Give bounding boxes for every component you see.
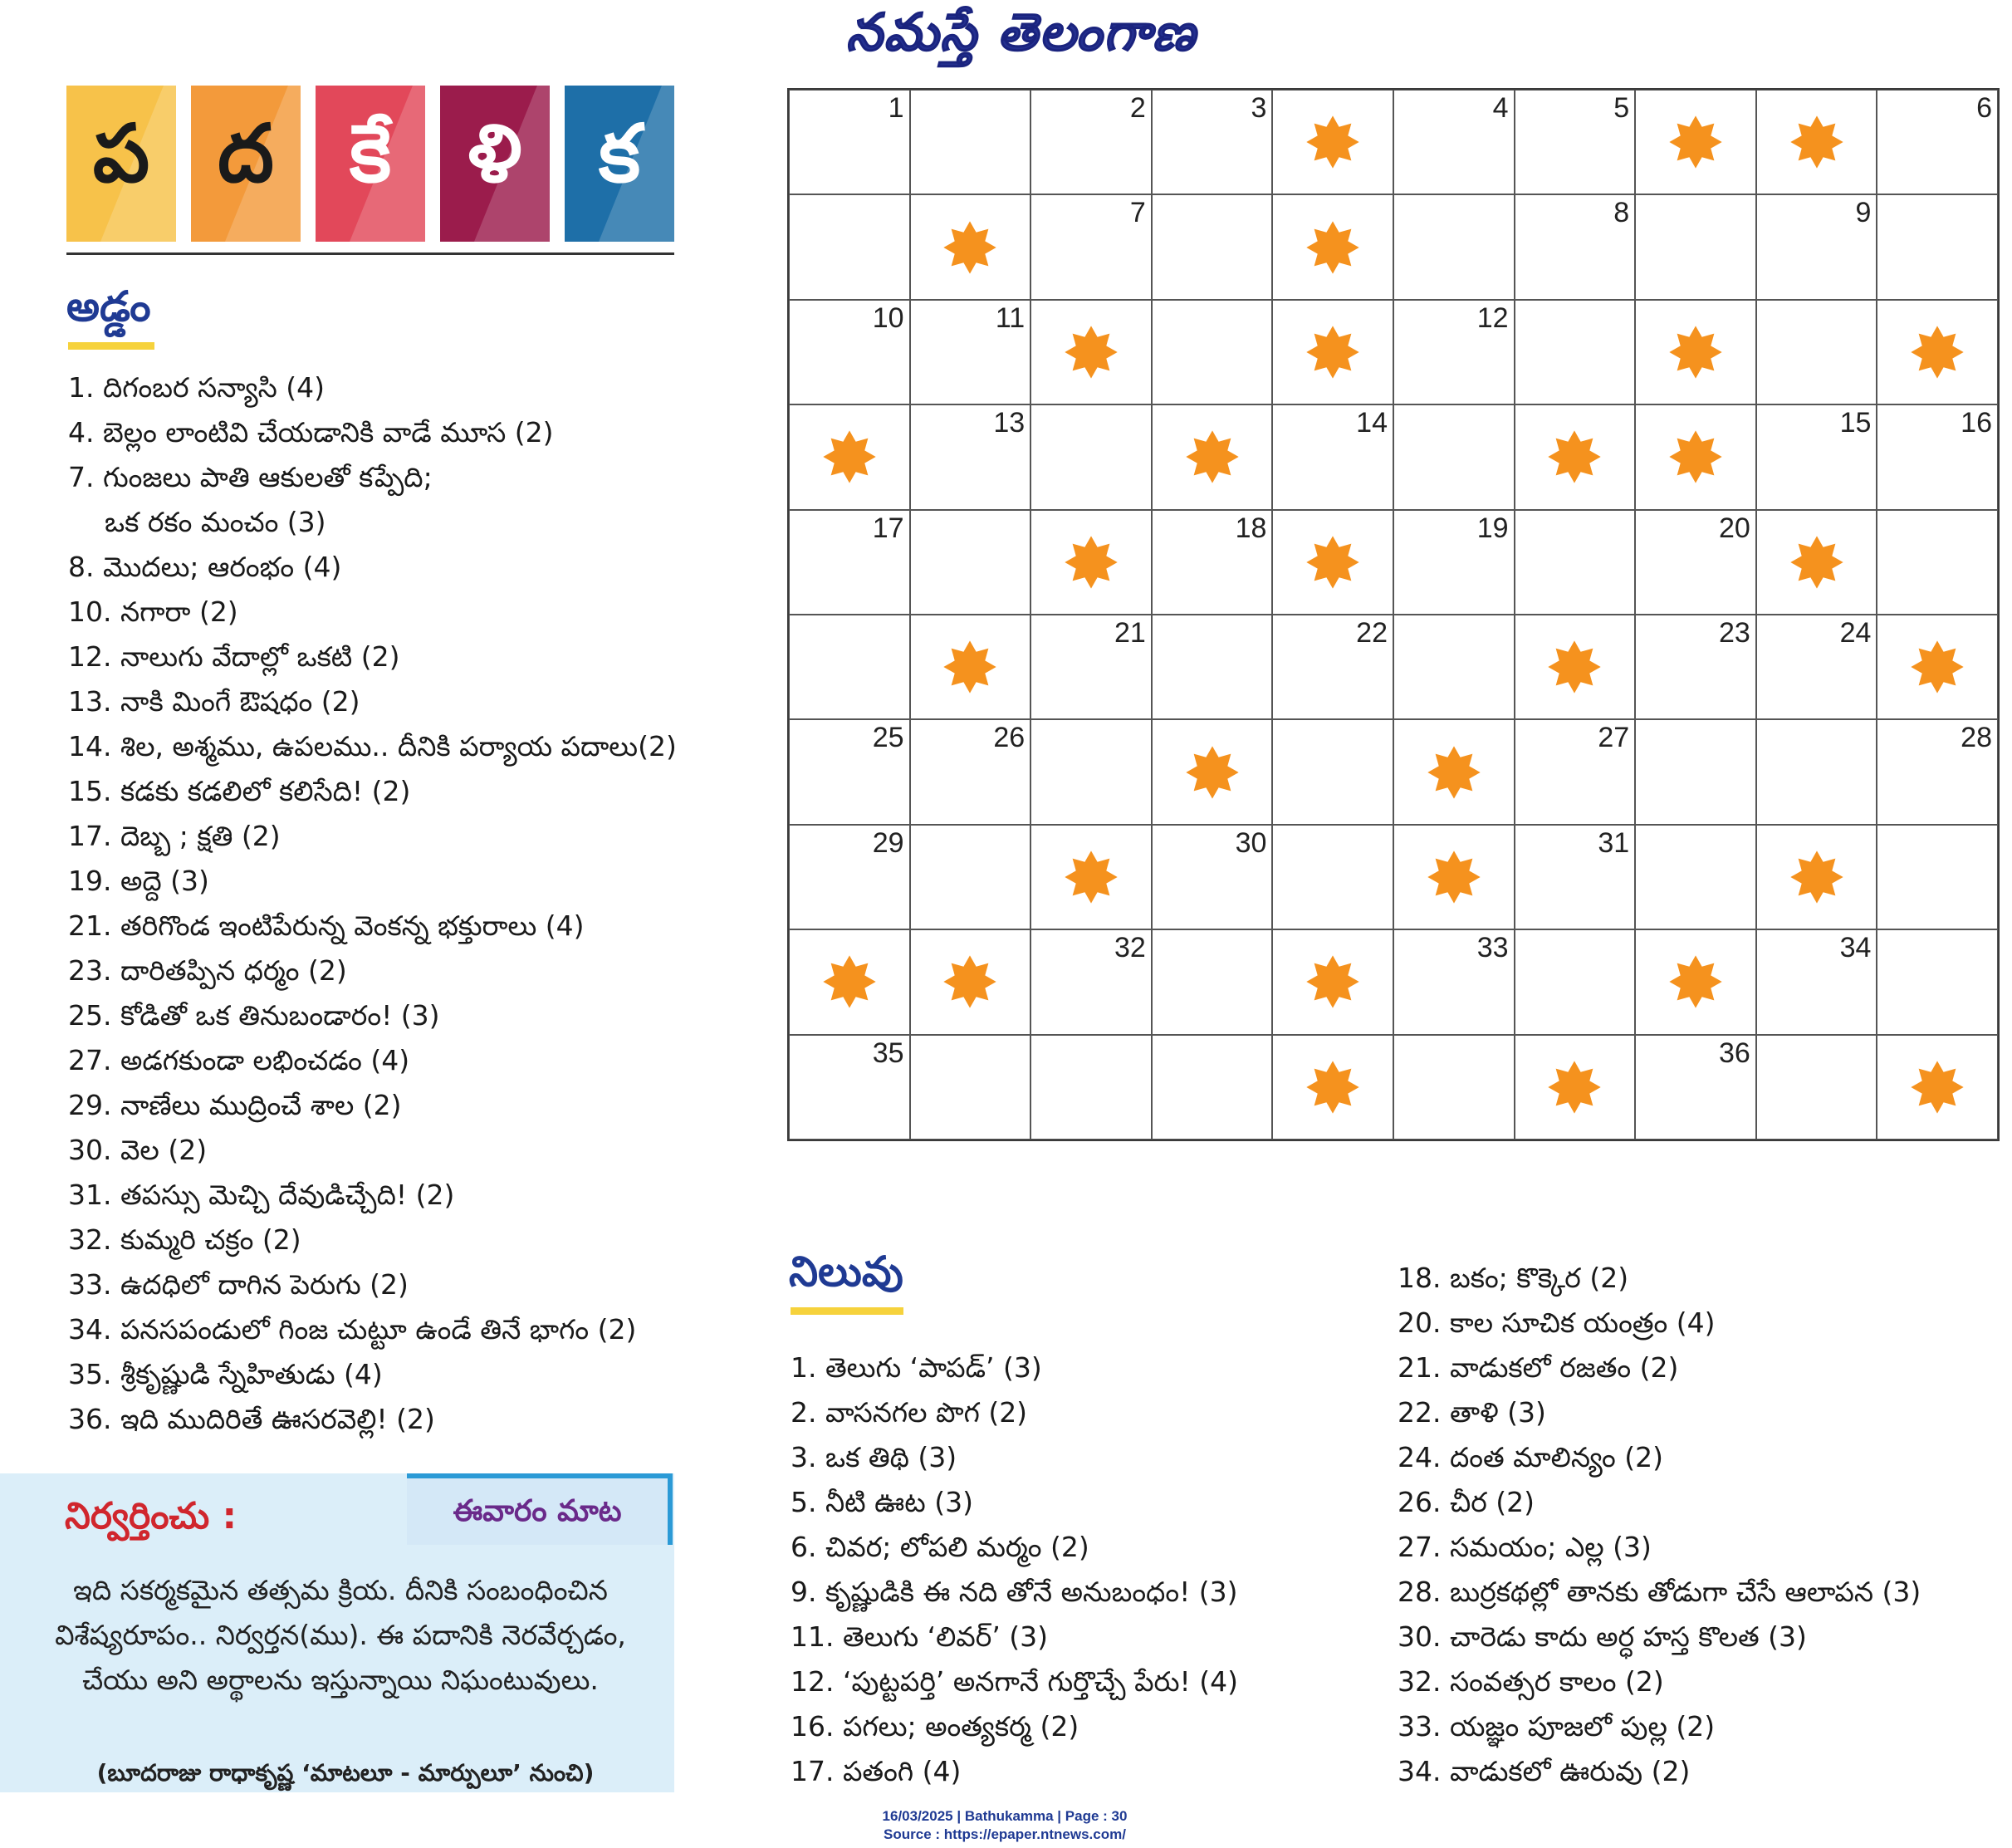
cell-number: 1 xyxy=(888,92,904,124)
grid-cell xyxy=(1877,615,1998,719)
banner-tile-letter: ద xyxy=(218,107,274,200)
grid-cell xyxy=(1030,615,1152,719)
clue-item: 1. తెలుగు ‘పాపడ్’ (3) xyxy=(791,1351,1042,1384)
clue-item: 27. అడగకుండా లభించడం (4) xyxy=(68,1044,410,1076)
cell-number: 23 xyxy=(1718,617,1750,649)
down-heading-underline xyxy=(791,1307,903,1315)
grid-cell xyxy=(910,615,1031,719)
cell-number: 2 xyxy=(1129,92,1146,124)
word-of-week-body: ఇది సకర్మకమైన తత్సమ క్రియ. దీనికి సంబంధించిన విశేష్యరూపం.. నిర్వర్తన(ము). ఈ పదానికి నెరవేర్చడం, చేయు అని అర్థాలను ఇస్తున్నాయి నిఘంటువులు. xyxy=(55,1574,626,1696)
clue-item: 18. బకం; కొక్కెర (2) xyxy=(1398,1262,1629,1294)
cell-number: 29 xyxy=(872,826,904,859)
down-clue-list-col1 xyxy=(791,1346,1238,1794)
cell-number: 7 xyxy=(1129,197,1146,229)
across-clue-list xyxy=(68,365,677,1442)
banner-divider xyxy=(66,252,674,255)
clue-item: 12. నాలుగు వేదాల్లో ఒకటి (2) xyxy=(68,640,400,673)
down-clue-list-col2 xyxy=(1398,1256,1921,1794)
grid-cell xyxy=(1877,404,1998,509)
clue-item: 33. యజ్ఞం పూజలో పుల్ల (2) xyxy=(1398,1710,1716,1743)
grid-cell xyxy=(1756,404,1877,509)
clue-item: 2. వాసనగల పొగ (2) xyxy=(791,1396,1028,1429)
star-icon xyxy=(1910,325,1965,380)
grid-cell xyxy=(1272,719,1393,824)
grid-cell xyxy=(1756,719,1877,824)
grid-cell xyxy=(1515,615,1636,719)
clue-item: 30. చారెడు కాదు అర్ధ హస్త కొలత (3) xyxy=(1398,1620,1807,1653)
cell-number: 27 xyxy=(1598,722,1630,754)
grid-cell xyxy=(1393,510,1515,615)
down-heading: నిలువు xyxy=(789,1248,903,1296)
cell-number: 20 xyxy=(1718,512,1750,544)
star-icon xyxy=(1305,954,1360,1009)
grid-cell xyxy=(1272,300,1393,404)
grid-cell xyxy=(910,929,1031,1034)
clue-item: 30. వెల (2) xyxy=(68,1134,208,1166)
grid-cell xyxy=(1756,929,1877,1034)
clue-item: 17. దెబ్బ ; క్షతి (2) xyxy=(68,820,281,852)
cell-number: 12 xyxy=(1476,301,1509,334)
grid-cell xyxy=(1272,404,1393,509)
star-icon xyxy=(1064,535,1119,590)
grid-cell xyxy=(1152,300,1273,404)
grid-cell xyxy=(789,615,910,719)
grid-cell xyxy=(1756,825,1877,929)
grid-cell xyxy=(910,510,1031,615)
clue-item: 4. బెల్లం లాంటివి చేయడానికి వాడే మూస (2) xyxy=(68,416,554,449)
grid-cell xyxy=(1756,90,1877,194)
cell-number: 10 xyxy=(872,301,904,334)
star-icon xyxy=(1547,429,1602,484)
star-icon xyxy=(942,220,997,275)
clue-item: 24. దంత మాలిన్యం (2) xyxy=(1398,1441,1664,1473)
clue-item: 1. దిగంబర సన్యాసి (4) xyxy=(68,371,326,404)
clue-item: 28. బుర్రకథల్లో తానకు తోడుగా చేసే ఆలాపన (3) xyxy=(1398,1576,1921,1608)
grid-cell xyxy=(789,194,910,299)
grid-cell xyxy=(789,404,910,509)
grid-cell xyxy=(910,825,1031,929)
star-icon xyxy=(1305,1060,1360,1115)
cell-number: 11 xyxy=(995,301,1026,334)
grid-cell xyxy=(1756,1035,1877,1140)
clue-item: 20. కాల సూచిక యంత్రం (4) xyxy=(1398,1306,1716,1339)
star-icon xyxy=(1789,850,1844,904)
star-icon xyxy=(1305,535,1360,590)
clue-item: 26. చీర (2) xyxy=(1398,1486,1535,1518)
clue-item: 19. అద్దె (3) xyxy=(68,865,209,897)
banner-tile xyxy=(191,86,301,242)
cell-number: 36 xyxy=(1718,1037,1750,1069)
grid-cell xyxy=(1515,719,1636,824)
grid-cell xyxy=(1877,719,1998,824)
footer-source-line: Source : https://epaper.ntnews.com/ xyxy=(884,1826,1126,1842)
cell-number: 22 xyxy=(1356,617,1388,649)
grid-cell xyxy=(789,719,910,824)
across-heading-underline xyxy=(68,342,154,350)
cell-number: 15 xyxy=(1839,407,1872,439)
masthead-logo: నమస్తే తెలంగాణ xyxy=(845,2,1197,62)
grid-cell xyxy=(1152,510,1273,615)
cell-number: 9 xyxy=(1855,197,1872,229)
clue-item: 12. ‘పుట్టపర్తి’ అనగానే గుర్తొచ్చే పేరు! (4) xyxy=(791,1665,1238,1698)
grid-cell xyxy=(1756,615,1877,719)
clue-item: 5. నీటి ఊట (3) xyxy=(791,1486,973,1518)
star-icon xyxy=(1668,115,1723,169)
grid-cell xyxy=(1877,929,1998,1034)
clue-item: 14. శిల, అశ్మము, ఉపలము.. దీనికి పర్యాయ పదాలు(2) xyxy=(68,730,677,762)
grid-cell xyxy=(910,194,1031,299)
clue-item: 22. తాళి (3) xyxy=(1398,1396,1546,1429)
across-heading: అడ్డం xyxy=(66,282,151,331)
clue-item: 32. కుమ్మరి చక్రం (2) xyxy=(68,1223,301,1256)
grid-cell xyxy=(1272,615,1393,719)
grid-cell xyxy=(1030,510,1152,615)
star-icon xyxy=(1064,850,1119,904)
grid-cell xyxy=(1635,1035,1756,1140)
clue-item: 27. సమయం; ఎల్ల (3) xyxy=(1398,1531,1652,1563)
grid-cell xyxy=(1030,194,1152,299)
footer-date-line: 16/03/2025 | Bathukamma | Page : 30 xyxy=(882,1808,1128,1824)
grid-cell xyxy=(910,300,1031,404)
grid-cell xyxy=(1756,510,1877,615)
clue-item: 9. కృష్ణుడికి ఈ నది తోనే అనుబంధం! (3) xyxy=(791,1576,1238,1608)
cell-number: 18 xyxy=(1235,512,1267,544)
grid-cell xyxy=(1635,615,1756,719)
banner-tile-letter: ప xyxy=(92,107,150,200)
grid-cell xyxy=(1756,194,1877,299)
grid-cell xyxy=(1030,404,1152,509)
star-icon xyxy=(1668,429,1723,484)
star-icon xyxy=(1789,115,1844,169)
star-icon xyxy=(1305,325,1360,380)
grid-cell xyxy=(1030,719,1152,824)
grid-cell xyxy=(1877,1035,1998,1140)
grid-cell xyxy=(1393,194,1515,299)
word-of-week-source: (బూదరాజు రాధాకృష్ణ ‘మాటలూ - మార్పులూ’ నుంచి) xyxy=(96,1759,595,1787)
clue-item: 32. సంవత్సర కాలం (2) xyxy=(1398,1665,1664,1698)
clue-item: 7. గుంజలు పాతి ఆకులతో కప్పేది; xyxy=(68,461,433,493)
star-icon xyxy=(942,640,997,694)
grid-cell xyxy=(1877,825,1998,929)
grid-cell xyxy=(1272,1035,1393,1140)
grid-cell xyxy=(1030,300,1152,404)
cell-number: 16 xyxy=(1961,407,1992,439)
cell-number: 26 xyxy=(993,722,1026,754)
clue-item: 11. తెలుగు ‘లివర్’ (3) xyxy=(791,1620,1049,1653)
clue-item: 31. తపస్సు మెచ్చి దేవుడిచ్చేది! (2) xyxy=(68,1179,455,1211)
grid-cell xyxy=(1877,194,1998,299)
grid-cell xyxy=(1393,615,1515,719)
grid-cell xyxy=(1152,929,1273,1034)
grid-cell xyxy=(1515,194,1636,299)
grid-cell xyxy=(1030,90,1152,194)
cell-number: 28 xyxy=(1961,722,1992,754)
grid-cell xyxy=(1152,1035,1273,1140)
star-icon xyxy=(1305,220,1360,275)
clue-item: 35. శ్రీకృష్ణుడి స్నేహితుడు (4) xyxy=(68,1358,383,1390)
banner-tile-letter: కే xyxy=(349,107,392,200)
star-icon xyxy=(1185,745,1240,800)
grid-cell xyxy=(910,1035,1031,1140)
grid-cell xyxy=(1030,929,1152,1034)
grid-cell xyxy=(910,90,1031,194)
grid-cell xyxy=(1152,194,1273,299)
star-icon xyxy=(1064,325,1119,380)
cell-number: 32 xyxy=(1114,932,1146,964)
clue-item: 34. వాడుకలో ఊరువు (2) xyxy=(1398,1755,1691,1787)
star-icon xyxy=(1789,535,1844,590)
grid-cell xyxy=(789,1035,910,1140)
star-icon xyxy=(1427,745,1481,800)
grid-cell xyxy=(1756,300,1877,404)
grid-cell xyxy=(1393,404,1515,509)
clue-item: 3. ఒక తిథి (3) xyxy=(791,1441,957,1473)
clue-item: 6. చివర; లోపలి మర్మం (2) xyxy=(791,1531,1089,1563)
cell-number: 25 xyxy=(872,722,904,754)
star-icon xyxy=(1185,429,1240,484)
cell-number: 3 xyxy=(1251,92,1267,124)
grid-cell xyxy=(1393,929,1515,1034)
grid-cell xyxy=(1515,300,1636,404)
clue-item: 33. ఉదధిలో దాగిన పెరుగు (2) xyxy=(68,1268,409,1301)
star-icon xyxy=(1305,115,1360,169)
grid-cell xyxy=(910,404,1031,509)
grid-cell xyxy=(1152,404,1273,509)
grid-cell xyxy=(1635,929,1756,1034)
grid-cell xyxy=(1272,510,1393,615)
grid-cell xyxy=(910,719,1031,824)
grid-cell xyxy=(1515,825,1636,929)
star-icon xyxy=(1910,640,1965,694)
grid-cell xyxy=(1635,510,1756,615)
clue-item: 29. నాణేలు ముద్రించే శాల (2) xyxy=(68,1089,402,1121)
star-icon xyxy=(1547,640,1602,694)
banner-tile xyxy=(565,86,674,242)
grid-cell xyxy=(789,510,910,615)
banner-tile-letter: క xyxy=(598,107,641,200)
grid-cell xyxy=(1635,404,1756,509)
star-icon xyxy=(1427,850,1481,904)
word-of-week-tab: ఈవారం మాట xyxy=(407,1473,673,1545)
clue-item: ఒక రకం మంచం (3) xyxy=(105,506,326,538)
grid-cell xyxy=(1515,404,1636,509)
star-icon xyxy=(942,954,997,1009)
cell-number: 5 xyxy=(1613,92,1630,124)
star-icon xyxy=(1547,1060,1602,1115)
banner-tile-letter: ళి xyxy=(468,107,522,200)
grid-cell xyxy=(1393,719,1515,824)
clue-item: 13. నాకి మింగే ఔషధం (2) xyxy=(68,685,360,718)
grid-cell xyxy=(1152,825,1273,929)
title-banner xyxy=(66,86,674,242)
banner-tile xyxy=(316,86,425,242)
grid-cell xyxy=(1635,719,1756,824)
grid-cell xyxy=(1030,1035,1152,1140)
grid-cell xyxy=(1152,615,1273,719)
star-icon xyxy=(1910,1060,1965,1115)
grid-cell xyxy=(1272,90,1393,194)
cell-number: 35 xyxy=(872,1037,904,1069)
cell-number: 17 xyxy=(872,512,904,544)
grid-cell xyxy=(789,300,910,404)
cell-number: 6 xyxy=(1976,92,1992,124)
grid-cell xyxy=(1635,300,1756,404)
grid-cell xyxy=(789,825,910,929)
banner-tile xyxy=(66,86,176,242)
page-footer xyxy=(797,1807,1212,1844)
word-of-week-title: నిర్వర్తించు : xyxy=(65,1495,237,1537)
star-icon xyxy=(1668,325,1723,380)
grid-cell xyxy=(1393,825,1515,929)
clue-item: 25. కోడితో ఒక తినుబండారం! (3) xyxy=(68,999,440,1032)
grid-cell xyxy=(1515,1035,1636,1140)
grid-cell xyxy=(1635,194,1756,299)
clue-item: 36. ఇది ముదిరితే ఊసరవెల్లి! (2) xyxy=(68,1403,435,1435)
star-icon xyxy=(822,954,877,1009)
grid-cell xyxy=(1515,90,1636,194)
clue-item: 8. మొదలు; ఆరంభం (4) xyxy=(68,551,342,583)
clue-item: 34. పనసపండులో గింజ చుట్టూ ఉండే తినే భాగం (2) xyxy=(68,1313,637,1346)
grid-cell xyxy=(1272,825,1393,929)
clue-item: 15. కడకు కడలిలో కలిసేది! (2) xyxy=(68,775,411,807)
cell-number: 33 xyxy=(1476,932,1509,964)
clue-item: 10. నగారా (2) xyxy=(68,596,238,628)
grid-cell xyxy=(1635,90,1756,194)
grid-cell xyxy=(1393,90,1515,194)
banner-tile xyxy=(440,86,550,242)
grid-cell xyxy=(1515,929,1636,1034)
clue-item: 23. దారితప్పిన ధర్మం (2) xyxy=(68,954,347,987)
grid-cell xyxy=(1152,719,1273,824)
grid-cell xyxy=(1877,510,1998,615)
cell-number: 14 xyxy=(1356,407,1388,439)
cell-number: 13 xyxy=(993,407,1026,439)
cell-number: 30 xyxy=(1235,826,1267,859)
cell-number: 34 xyxy=(1839,932,1872,964)
cell-number: 31 xyxy=(1598,826,1630,859)
clue-item: 16. పగలు; అంత్యకర్మ (2) xyxy=(791,1710,1079,1743)
clue-item: 17. పతంగి (4) xyxy=(791,1755,962,1787)
grid-cell xyxy=(789,929,910,1034)
grid-cell xyxy=(1515,510,1636,615)
grid-cell xyxy=(1635,825,1756,929)
grid-cell xyxy=(1393,300,1515,404)
star-icon xyxy=(822,429,877,484)
grid-cell xyxy=(1272,194,1393,299)
cell-number: 19 xyxy=(1476,512,1509,544)
grid-cell xyxy=(1152,90,1273,194)
grid-cell xyxy=(1877,300,1998,404)
clue-item: 21. తరిగొండ ఇంటిపేరున్న వెంకన్న భక్తురాలు (4) xyxy=(68,909,585,942)
clue-item: 21. వాడుకలో రజతం (2) xyxy=(1398,1351,1679,1384)
grid-cell xyxy=(1030,825,1152,929)
cell-number: 8 xyxy=(1613,197,1630,229)
grid-cell xyxy=(1877,90,1998,194)
cell-number: 21 xyxy=(1114,617,1146,649)
grid-cell xyxy=(789,90,910,194)
grid-cell xyxy=(1393,1035,1515,1140)
star-icon xyxy=(1668,954,1723,1009)
grid-cell xyxy=(1272,929,1393,1034)
crossword-grid xyxy=(787,88,2000,1141)
cell-number: 4 xyxy=(1492,92,1509,124)
cell-number: 24 xyxy=(1839,617,1872,649)
